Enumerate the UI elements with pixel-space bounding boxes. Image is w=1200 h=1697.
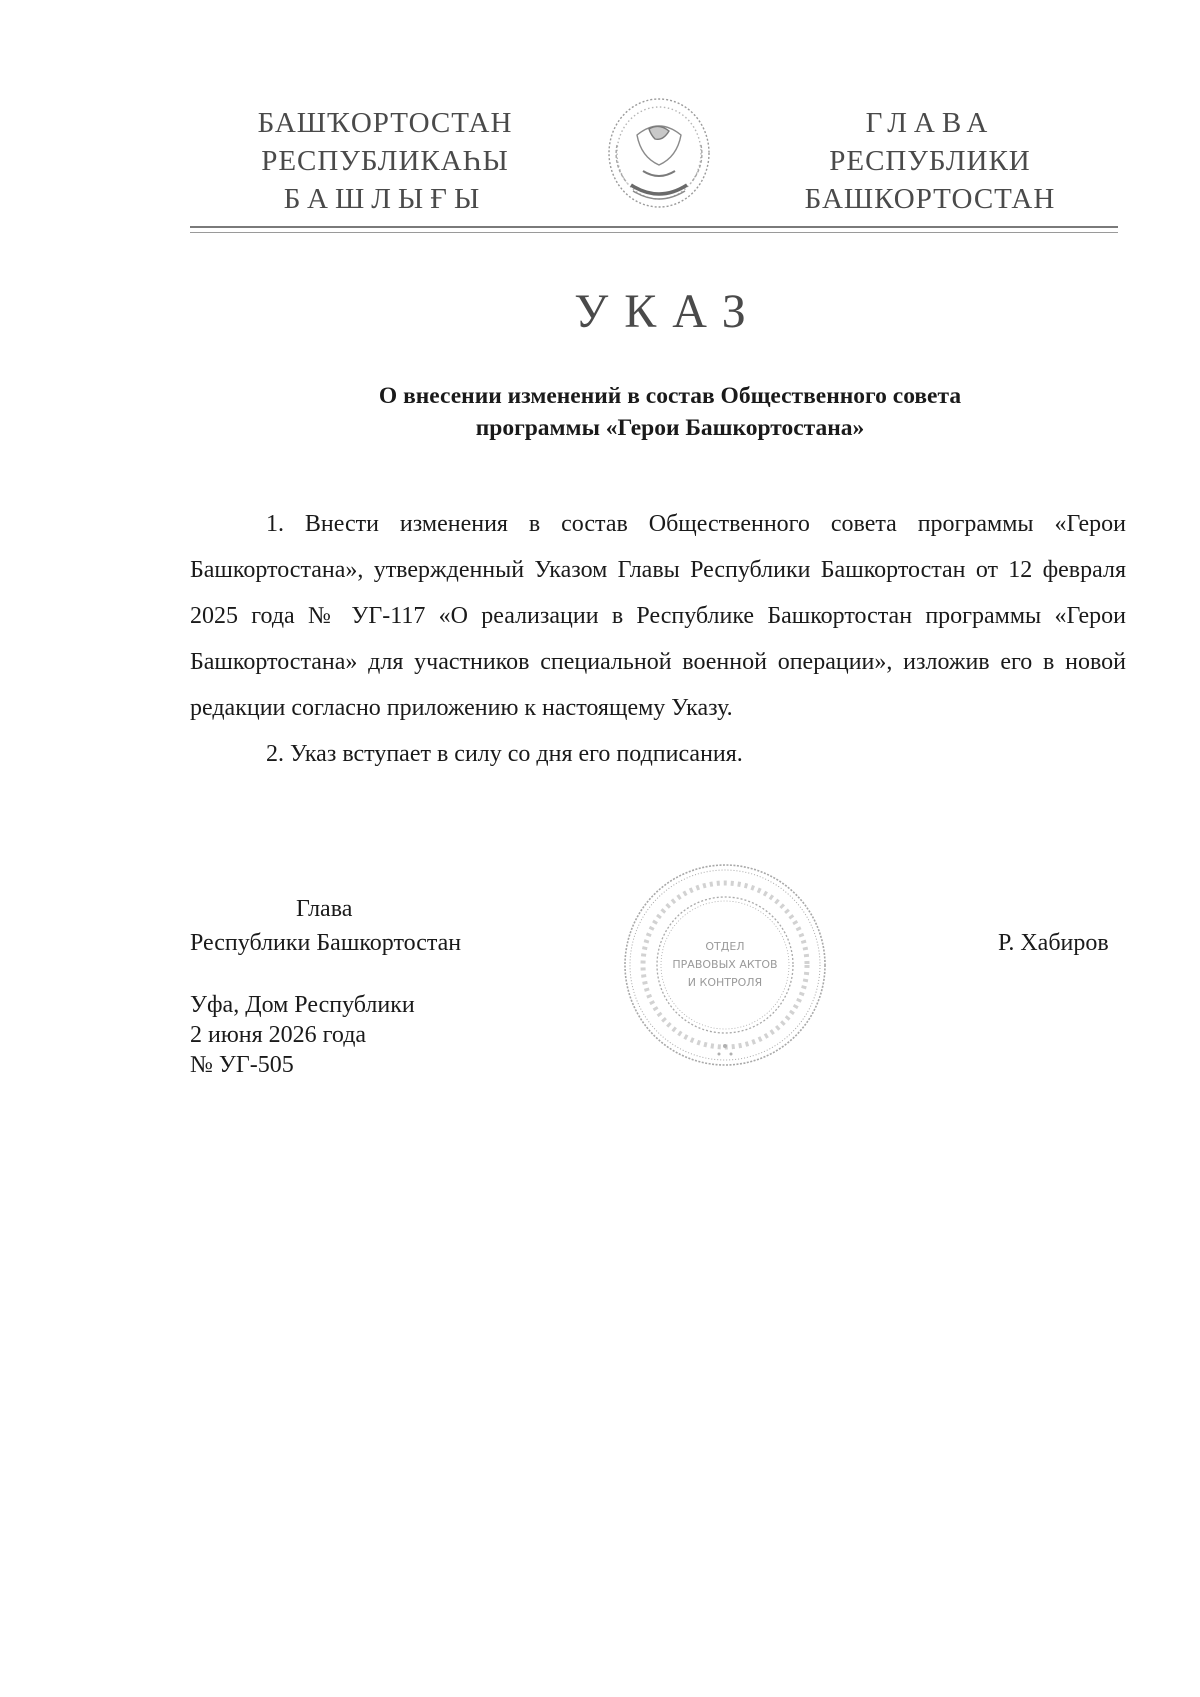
document-title: УКАЗ <box>574 285 762 338</box>
stamp-center-line-2: ПРАВОВЫХ АКТОВ <box>672 958 778 971</box>
paragraph-1: 1. Внести изменения в состав Общественного совета программы «Герои Башкортостана», утвержденный Указом Главы Республики Башкортостан от 12 февраля 2025 года № УГ-117 «О реализации в Республике Башкортостан программы «Герои Башкортостана» для участников специальной военной операции», изложив его в новой редакции согласно приложению к настоящему Указу. <box>190 511 1126 721</box>
document-place-date <box>190 990 415 1080</box>
letterhead-left-line-1: БАШҠОРТОСТАН <box>257 107 513 139</box>
document-subject <box>300 380 1040 444</box>
signatory-position-line-2: Республики Башкортостан <box>190 930 462 956</box>
letterhead-russian <box>770 104 1090 218</box>
stamp-center-line-1: ОТДЕЛ <box>705 940 745 953</box>
document-number: № УГ-505 <box>190 1052 294 1078</box>
paragraph-2: 2. Указ вступает в силу со дня его подписания. <box>266 741 743 767</box>
subject-line-2: программы «Герои Башкортостана» <box>475 415 865 441</box>
letterhead-right-line-3: БАШКОРТОСТАН <box>804 183 1056 215</box>
official-stamp <box>618 858 832 1072</box>
coat-of-arms-emblem <box>603 95 715 215</box>
signatory-position <box>190 892 461 960</box>
letterhead-bashkir <box>240 104 530 218</box>
document-date: 2 июня 2026 года <box>190 1022 367 1048</box>
letterhead-left-line-3: БАШЛЫҒЫ <box>283 183 487 215</box>
document-location: Уфа, Дом Республики <box>190 992 415 1018</box>
stamp-center-line-3: И КОНТРОЛЯ <box>687 976 763 989</box>
letterhead-divider <box>190 226 1118 233</box>
signatory-name: Р. Хабиров <box>998 930 1109 956</box>
letterhead-right-line-2: РЕСПУБЛИКИ <box>829 145 1031 177</box>
letterhead-right-line-1: ГЛАВА <box>865 107 995 139</box>
signatory-position-line-1: Глава <box>296 896 353 922</box>
subject-line-1: О внесении изменений в состав Общественного совета <box>378 383 962 409</box>
letterhead-left-line-2: РЕСПУБЛИКАҺЫ <box>261 145 509 177</box>
document-body <box>190 501 1126 777</box>
